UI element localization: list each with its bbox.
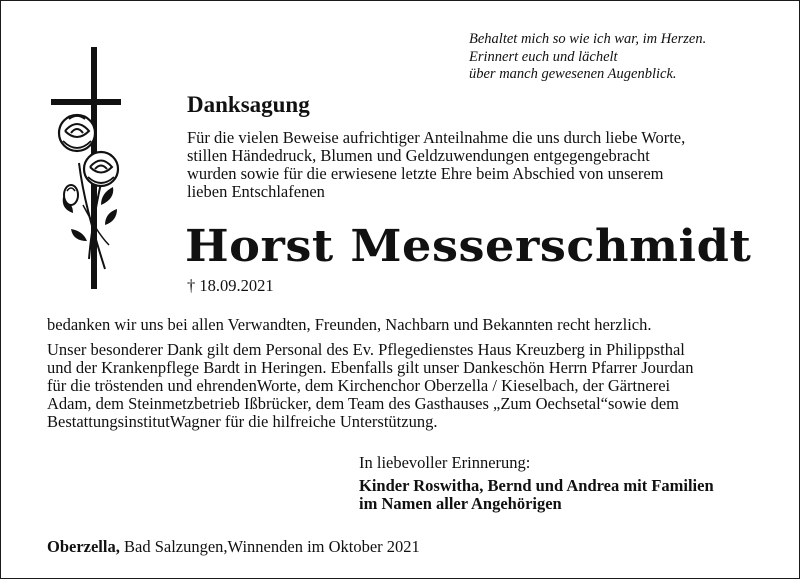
intro-line: wurden sowie für die erwiesene letzte Ehre beim Abschied von unserem	[187, 164, 664, 183]
place-town: Oberzella,	[47, 537, 120, 556]
special-thanks-paragraph	[47, 341, 694, 431]
memory-label: In liebevoller Erinnerung:	[359, 453, 531, 472]
special-thanks-line: Adam, dem Steinmetzbetrieb Ißbrücker, dem Team des Gasthauses „Zum Oechsetal“sowie dem	[47, 394, 680, 413]
special-thanks-line: für die tröstenden und ehrendenWorte, dem Kirchenchor Oberzella / Kieselbach, der Gärtnerei	[47, 376, 671, 395]
death-date: † 18.09.2021	[187, 276, 274, 295]
place-and-date	[47, 537, 420, 557]
cross-with-roses-icon	[43, 45, 123, 293]
intro-paragraph	[187, 129, 685, 201]
signer-line: im Namen aller Angehörigen	[359, 494, 562, 513]
signer-line: Kinder Roswitha, Bernd und Andrea mit Familien	[359, 476, 714, 495]
thanks-line: bedanken wir uns bei allen Verwandten, Freunden, Nachbarn und Bekannten recht herzlich.	[47, 315, 652, 334]
quote-line: Behaltet mich so wie ich war, im Herzen.	[469, 31, 707, 47]
special-thanks-line: Unser besonderer Dank gilt dem Personal des Ev. Pflegedienstes Haus Kreuzberg in Philippsthal	[47, 340, 685, 359]
special-thanks-line: und der Krankenpflege Bardt in Heringen. Ebenfalls gilt unser Dankeschön Herrn Pfarrer Jourdan	[47, 358, 694, 377]
page-title: Danksagung	[187, 92, 310, 117]
signers	[359, 477, 714, 513]
quote-line: Erinnert euch und lächelt	[469, 48, 618, 65]
special-thanks-line: BestattungsinstitutWagner für die hilfreiche Unterstützung.	[47, 412, 438, 431]
quote-line: über manch gewesenen Augenblick.	[469, 66, 677, 82]
intro-line: lieben Entschlafenen	[187, 182, 325, 201]
intro-line: stillen Händedruck, Blumen und Geldzuwendungen entgegengebracht	[187, 146, 650, 165]
deceased-name: Horst Messerschmidt	[185, 221, 752, 272]
place-rest: Bad Salzungen,Winnenden im Oktober 2021	[119, 537, 420, 556]
memorial-quote	[469, 31, 706, 84]
intro-line: Für die vielen Beweise aufrichtiger Anteilnahme die uns durch liebe Worte,	[187, 128, 686, 147]
